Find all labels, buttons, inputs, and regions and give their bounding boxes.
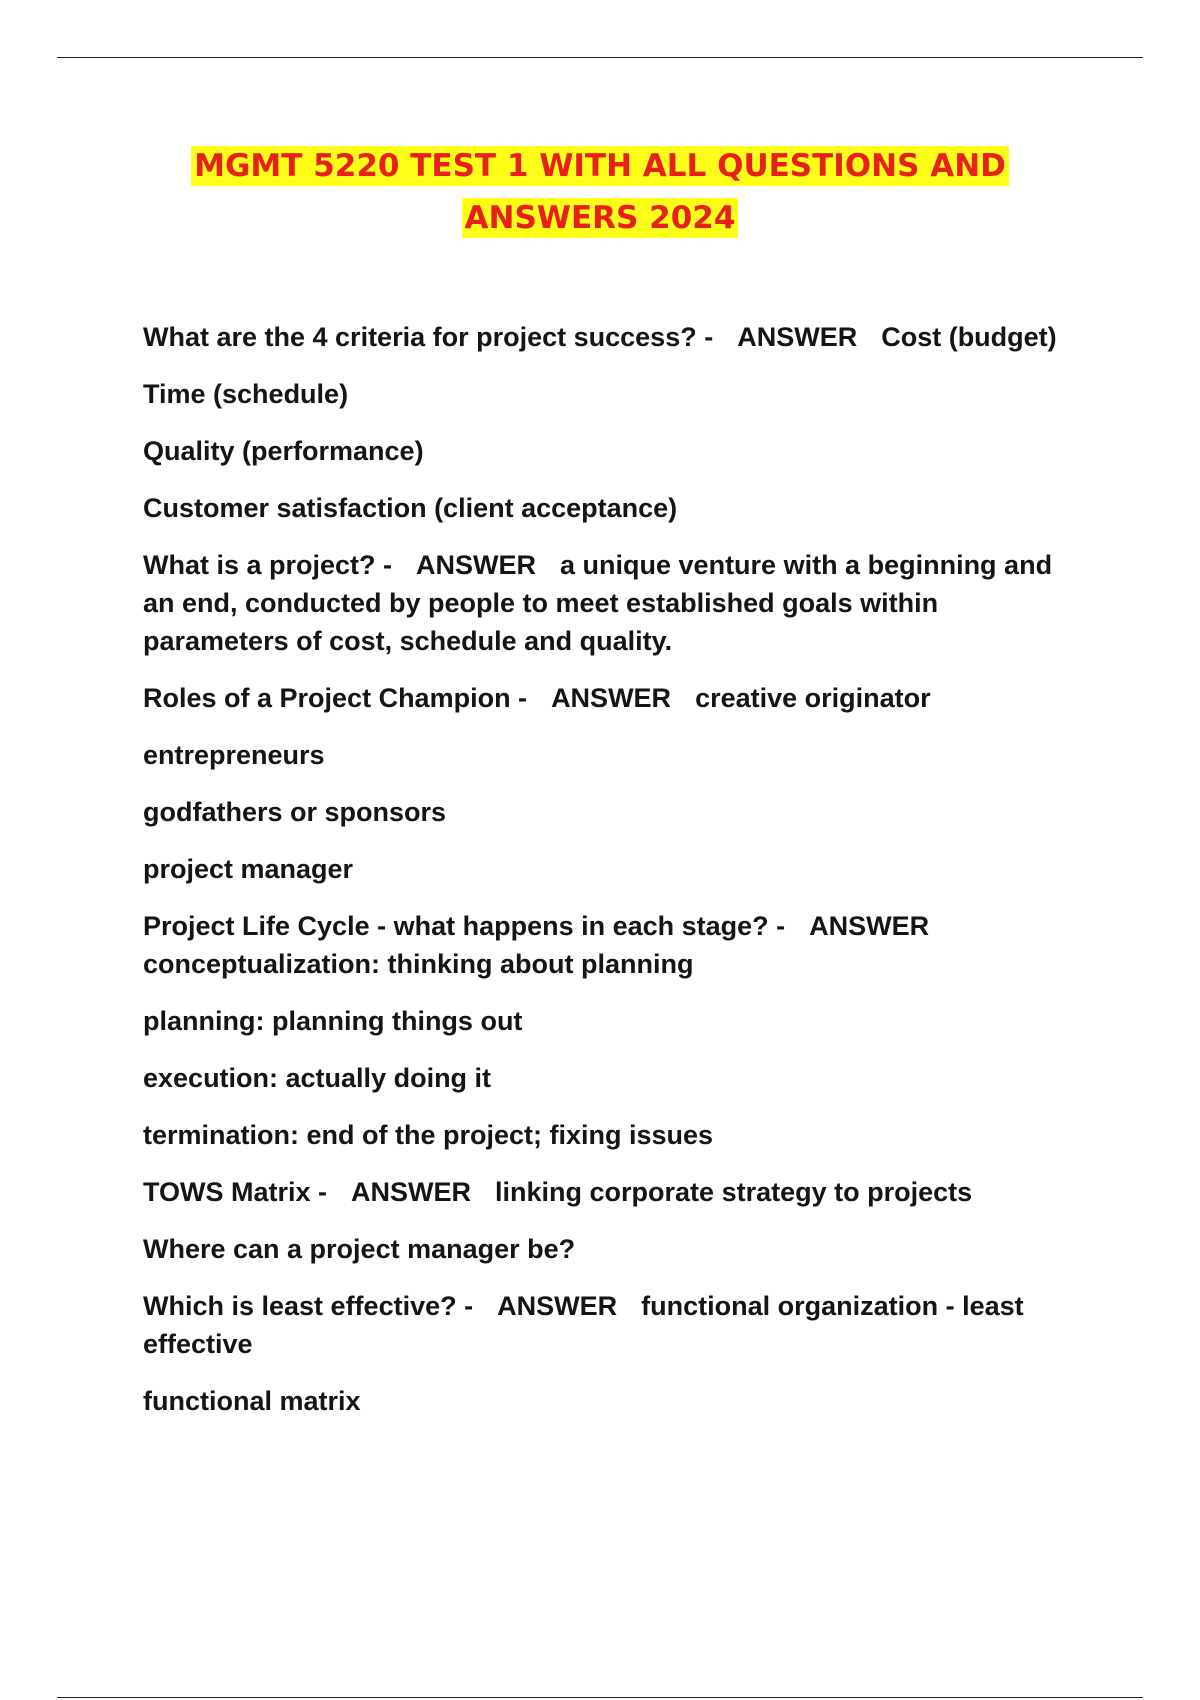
qa-item — [143, 546, 1083, 660]
answer-label: ANSWER — [737, 322, 858, 352]
question-text: TOWS Matrix - — [143, 1177, 328, 1207]
answer-label: ANSWER — [497, 1291, 618, 1321]
answer-line: entrepreneurs — [143, 740, 325, 770]
answer-line: termination: end of the project; fixing issues — [143, 1120, 714, 1150]
answer-label: ANSWER — [809, 911, 930, 941]
answer-line: functional matrix — [143, 1386, 361, 1416]
answer-label: ANSWER — [551, 683, 672, 713]
answer-line: Time (schedule) — [143, 379, 349, 409]
answer-text: functional organization - least effective — [143, 1291, 1024, 1359]
question-text: What is a project? - — [143, 550, 393, 580]
question-text: What are the 4 criteria for project success? - — [143, 322, 714, 352]
answer-line: planning: planning things out — [143, 1006, 523, 1036]
top-rule — [57, 57, 1143, 58]
question-text: Roles of a Project Champion - — [143, 683, 528, 713]
answer-text: linking corporate strategy to projects — [495, 1177, 973, 1207]
answer-text: conceptualization: thinking about planning — [143, 949, 694, 979]
document-title — [0, 140, 1200, 244]
question-text: Project Life Cycle - what happens in each stage? - — [143, 911, 786, 941]
answer-text: a unique venture with a beginning and an end, conducted by people to meet established goals within parameters of cost, schedule and quality. — [143, 550, 1053, 656]
answer-text: creative originator — [695, 683, 931, 713]
answer-line: Customer satisfaction (client acceptance) — [143, 493, 678, 523]
answer-line: project manager — [143, 854, 354, 884]
question-text: Which is least effective? - — [143, 1291, 474, 1321]
qa-list — [143, 318, 1083, 1439]
answer-label: ANSWER — [351, 1177, 472, 1207]
qa-item — [143, 679, 1083, 717]
title-line-2: ANSWERS 2024 — [462, 198, 739, 238]
answer-line: execution: actually doing it — [143, 1063, 492, 1093]
qa-item — [143, 1173, 1083, 1211]
answer-line: godfathers or sponsors — [143, 797, 447, 827]
answer-line: Quality (performance) — [143, 436, 424, 466]
qa-item — [143, 1287, 1083, 1363]
answer-label: ANSWER — [416, 550, 537, 580]
bottom-rule — [57, 1697, 1143, 1698]
qa-item — [143, 318, 1083, 356]
title-line-1: MGMT 5220 TEST 1 WITH ALL QUESTIONS AND — [191, 146, 1009, 186]
answer-text: Cost (budget) — [881, 322, 1057, 352]
question-line: Where can a project manager be? — [143, 1234, 576, 1264]
qa-item — [143, 907, 1083, 983]
